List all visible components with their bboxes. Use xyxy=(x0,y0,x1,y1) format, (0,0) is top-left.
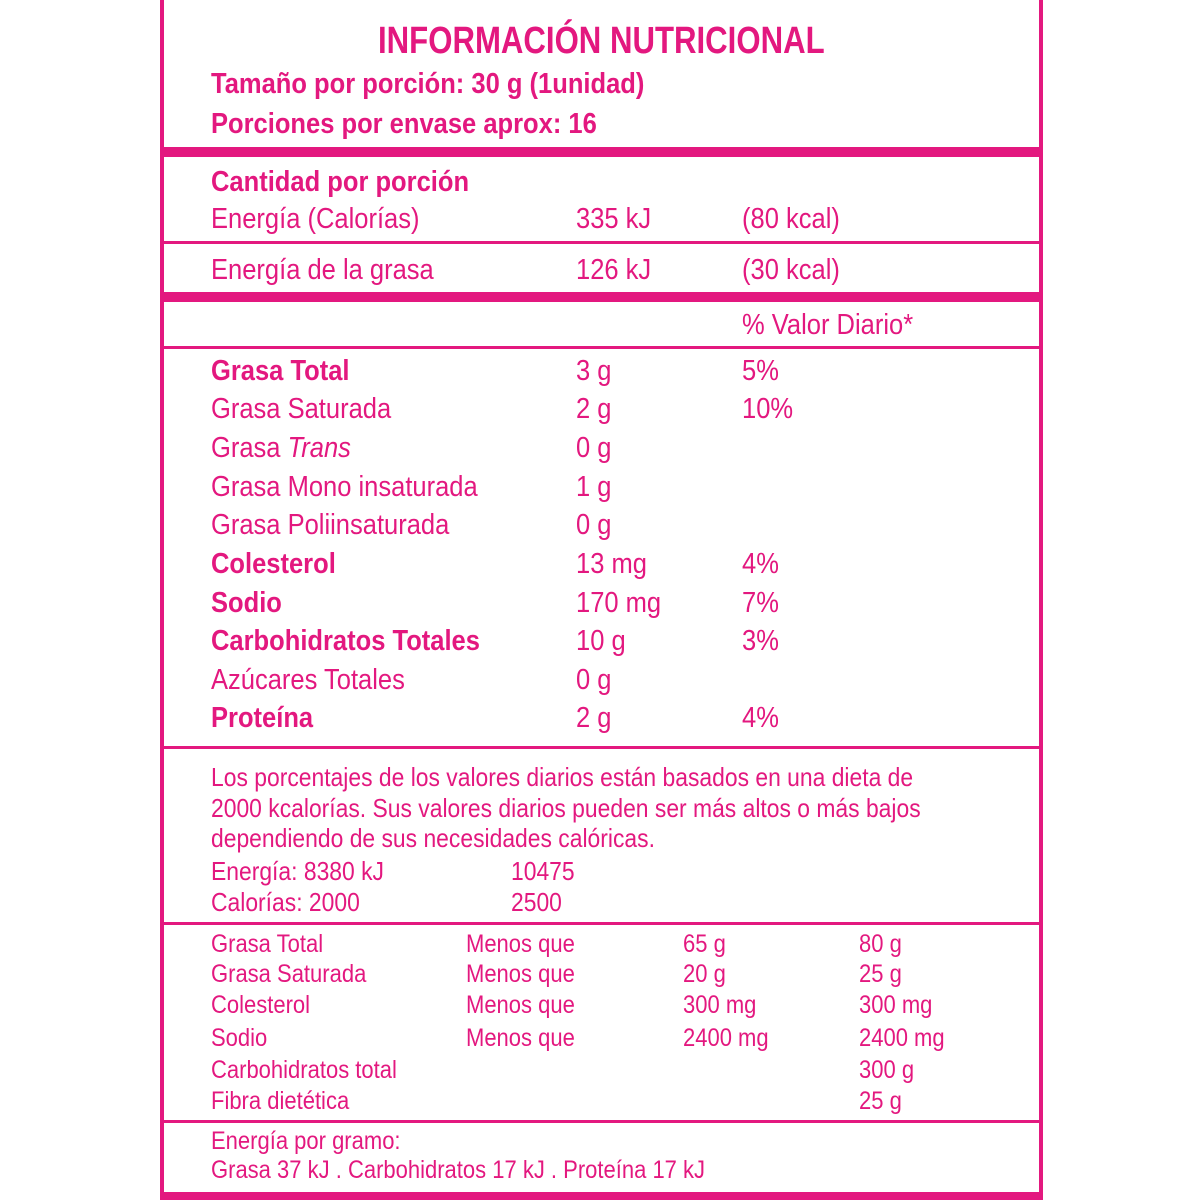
table-cell: Sodio xyxy=(211,1024,268,1052)
nutrient-name: Colesterol xyxy=(211,548,336,580)
nutrient-name: Grasa Mono insaturada xyxy=(211,471,478,503)
nutrient-name: Grasa Poliinsaturada xyxy=(211,509,450,541)
nutrient-name: Grasa Total xyxy=(211,355,350,387)
table-cell: Menos que xyxy=(466,930,575,958)
footnote-energy-alt: 10475 xyxy=(511,856,575,886)
nutrient-amount: 10 g xyxy=(576,625,626,657)
footnote-energy: Energía: 8380 kJ xyxy=(211,856,384,886)
energy-kcal: (80 kcal) xyxy=(742,203,840,235)
energy-label: Energía (Calorías) xyxy=(211,203,420,235)
footnote-line: Los porcentajes de los valores diarios están basados en una dieta de xyxy=(211,762,914,792)
table-cell: 300 g xyxy=(859,1056,915,1084)
table-cell: Menos que xyxy=(466,991,575,1019)
energy-fat-label: Energía de la grasa xyxy=(211,254,434,286)
divider xyxy=(164,746,1039,749)
nutrient-amount: 2 g xyxy=(576,702,612,734)
nutrient-dv: 4% xyxy=(742,702,779,734)
nutrient-amount: 0 g xyxy=(576,664,612,696)
table-cell: Fibra dietética xyxy=(211,1087,350,1115)
energy-per-gram-label: Energía por gramo: xyxy=(211,1127,401,1155)
nutrient-dv: 4% xyxy=(742,548,779,580)
nutrient-dv: 10% xyxy=(742,393,794,425)
nutrient-amount: 0 g xyxy=(576,432,612,464)
servings-per-container: Porciones por envase aprox: 16 xyxy=(211,108,597,140)
table-cell: 65 g xyxy=(683,930,726,958)
table-cell: 25 g xyxy=(859,960,902,988)
divider xyxy=(164,1120,1039,1123)
table-cell: 20 g xyxy=(683,960,726,988)
nutrient-dv: 5% xyxy=(742,355,779,387)
nutrition-facts-panel xyxy=(160,0,1043,1200)
nutrient-name: Grasa Saturada xyxy=(211,393,392,425)
label-title: INFORMACIÓN NUTRICIONAL xyxy=(378,20,825,62)
thick-divider xyxy=(164,292,1039,302)
nutrient-name: Grasa Trans xyxy=(211,432,351,464)
table-cell: Colesterol xyxy=(211,991,311,1019)
table-cell: Menos que xyxy=(466,1024,575,1052)
table-cell: Grasa Saturada xyxy=(211,960,367,988)
footnote-line: dependiendo de sus necesidades calóricas. xyxy=(211,823,655,853)
energy-per-gram-values: Grasa 37 kJ . Carbohidratos 17 kJ . Proteína 17 kJ xyxy=(211,1156,706,1184)
nutrient-amount: 170 mg xyxy=(576,587,662,619)
nutrient-amount: 3 g xyxy=(576,355,612,387)
table-cell: Grasa Total xyxy=(211,930,324,958)
table-cell: 2400 mg xyxy=(683,1024,769,1052)
nutrient-amount: 0 g xyxy=(576,509,612,541)
footnote-calories-alt: 2500 xyxy=(511,887,562,917)
amount-per-serving: Cantidad por porción xyxy=(211,166,470,198)
divider xyxy=(164,241,1039,244)
nutrient-name: Sodio xyxy=(211,587,282,619)
divider xyxy=(164,346,1039,349)
table-cell: 80 g xyxy=(859,930,902,958)
table-cell: 300 mg xyxy=(859,991,933,1019)
nutrient-amount: 13 mg xyxy=(576,548,647,580)
footnote-calories: Calorías: 2000 xyxy=(211,887,360,917)
energy-fat-kcal: (30 kcal) xyxy=(742,254,840,286)
footnote-line: 2000 kcalorías. Sus valores diarios pueden ser más altos o más bajos xyxy=(211,793,921,823)
table-cell: 300 mg xyxy=(683,991,757,1019)
nutrient-name: Azúcares Totales xyxy=(211,664,405,696)
table-cell: Carbohidratos total xyxy=(211,1056,397,1084)
energy-fat-kj: 126 kJ xyxy=(576,254,652,286)
nutrient-name: Proteína xyxy=(211,702,314,734)
nutrient-dv: 3% xyxy=(742,625,779,657)
table-cell: 2400 mg xyxy=(859,1024,945,1052)
bottom-border xyxy=(164,1192,1039,1200)
table-cell: Menos que xyxy=(466,960,575,988)
energy-kj: 335 kJ xyxy=(576,203,652,235)
nutrient-name: Carbohidratos Totales xyxy=(211,625,480,657)
divider xyxy=(164,922,1039,925)
table-cell: 25 g xyxy=(859,1087,902,1115)
serving-size: Tamaño por porción: 30 g (1unidad) xyxy=(211,68,645,100)
nutrient-dv: 7% xyxy=(742,587,779,619)
daily-value-header: % Valor Diario* xyxy=(742,309,914,341)
nutrient-amount: 1 g xyxy=(576,471,612,503)
thick-divider xyxy=(164,147,1039,157)
nutrient-amount: 2 g xyxy=(576,393,612,425)
